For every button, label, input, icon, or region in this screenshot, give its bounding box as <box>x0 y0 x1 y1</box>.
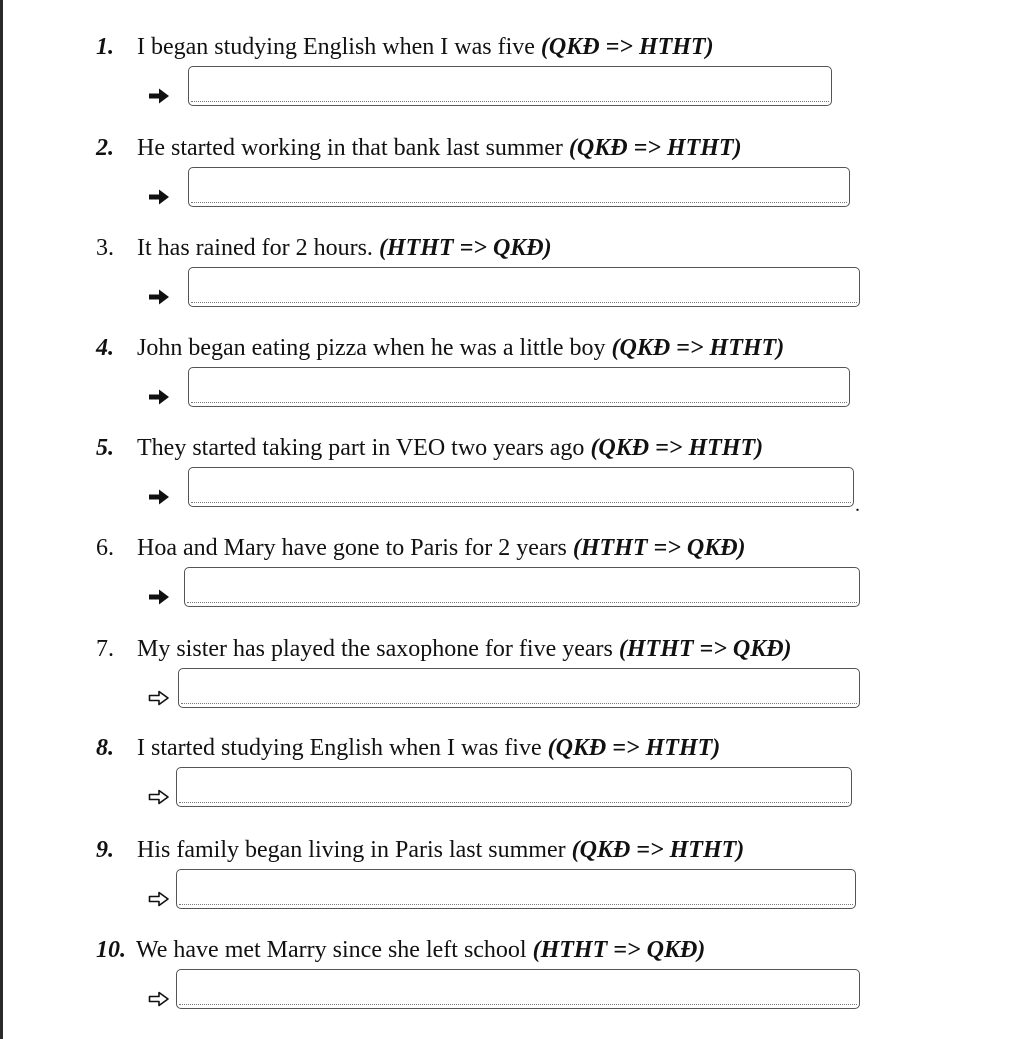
tense-conversion: (QKĐ => HTHT) <box>547 735 721 761</box>
answer-input-box[interactable] <box>188 66 832 106</box>
sentence-text: I started studying English when I was five <box>137 735 548 761</box>
exercise-item-8 <box>0 701 1024 801</box>
tense-conversion: (QKĐ => HTHT) <box>611 335 785 361</box>
exercise-item-9 <box>0 803 1024 903</box>
tense-conversion: (HTHT => QKĐ) <box>618 636 792 662</box>
answer-input-box[interactable] <box>176 767 852 807</box>
tense-conversion: (HTHT => QKĐ) <box>378 235 552 261</box>
tense-conversion: (QKĐ => HTHT) <box>571 837 745 863</box>
exercise-number: 3. <box>96 235 114 261</box>
exercise-sentence <box>137 32 714 62</box>
exercise-number: 7. <box>96 636 114 662</box>
exercise-number: 9. <box>96 837 114 863</box>
exercise-sentence <box>137 133 742 163</box>
exercise-sentence <box>137 835 744 865</box>
exercise-sentence <box>137 233 552 263</box>
exercise-sentence <box>137 333 784 363</box>
exercise-sentence <box>137 433 763 463</box>
sentence-text: They started taking part in VEO two years ago <box>137 435 591 461</box>
trailing-period: . <box>855 494 860 516</box>
exercise-item-4 <box>0 301 1024 401</box>
answer-input-box[interactable] <box>176 969 860 1009</box>
exercise-number: 1. <box>96 34 114 60</box>
answer-input-box[interactable] <box>184 567 860 607</box>
sentence-text: John began eating pizza when he was a little boy <box>137 335 612 361</box>
outline-arrow-icon <box>145 987 173 1011</box>
exercise-item-1 <box>0 0 1024 100</box>
exercise-item-6 <box>0 501 1024 601</box>
sentence-text: It has rained for 2 hours. <box>137 235 379 261</box>
sentence-text: His family began living in Paris last summer <box>137 837 572 863</box>
exercise-sentence <box>137 634 792 664</box>
tense-conversion: (QKĐ => HTHT) <box>590 435 764 461</box>
exercise-item-5 <box>0 401 1024 516</box>
exercise-number: 4. <box>96 335 114 361</box>
sentence-text: Hoa and Mary have gone to Paris for 2 years <box>137 535 573 561</box>
exercise-number: 6. <box>96 535 114 561</box>
sentence-text: He started working in that bank last summer <box>137 135 569 161</box>
sentence-text: My sister has played the saxophone for five years <box>137 636 619 662</box>
exercise-number: 5. <box>96 435 114 461</box>
tense-conversion: (QKĐ => HTHT) <box>540 34 714 60</box>
exercise-item-7 <box>0 602 1024 702</box>
exercise-number: 8. <box>96 735 114 761</box>
exercise-item-10 <box>0 903 1024 1003</box>
exercise-item-2 <box>0 101 1024 201</box>
sentence-text: I began studying English when I was five <box>137 34 541 60</box>
exercise-sentence <box>137 533 746 563</box>
tense-conversion: (QKĐ => HTHT) <box>568 135 742 161</box>
exercise-number: 10. <box>96 937 126 963</box>
exercise-number: 2. <box>96 135 114 161</box>
exercise-sentence <box>136 935 705 965</box>
tense-conversion: (HTHT => QKĐ) <box>532 937 706 963</box>
tense-conversion: (HTHT => QKĐ) <box>572 535 746 561</box>
sentence-text: We have met Marry since she left school <box>136 937 533 963</box>
exercise-item-3 <box>0 201 1024 301</box>
exercise-sentence <box>137 733 720 763</box>
